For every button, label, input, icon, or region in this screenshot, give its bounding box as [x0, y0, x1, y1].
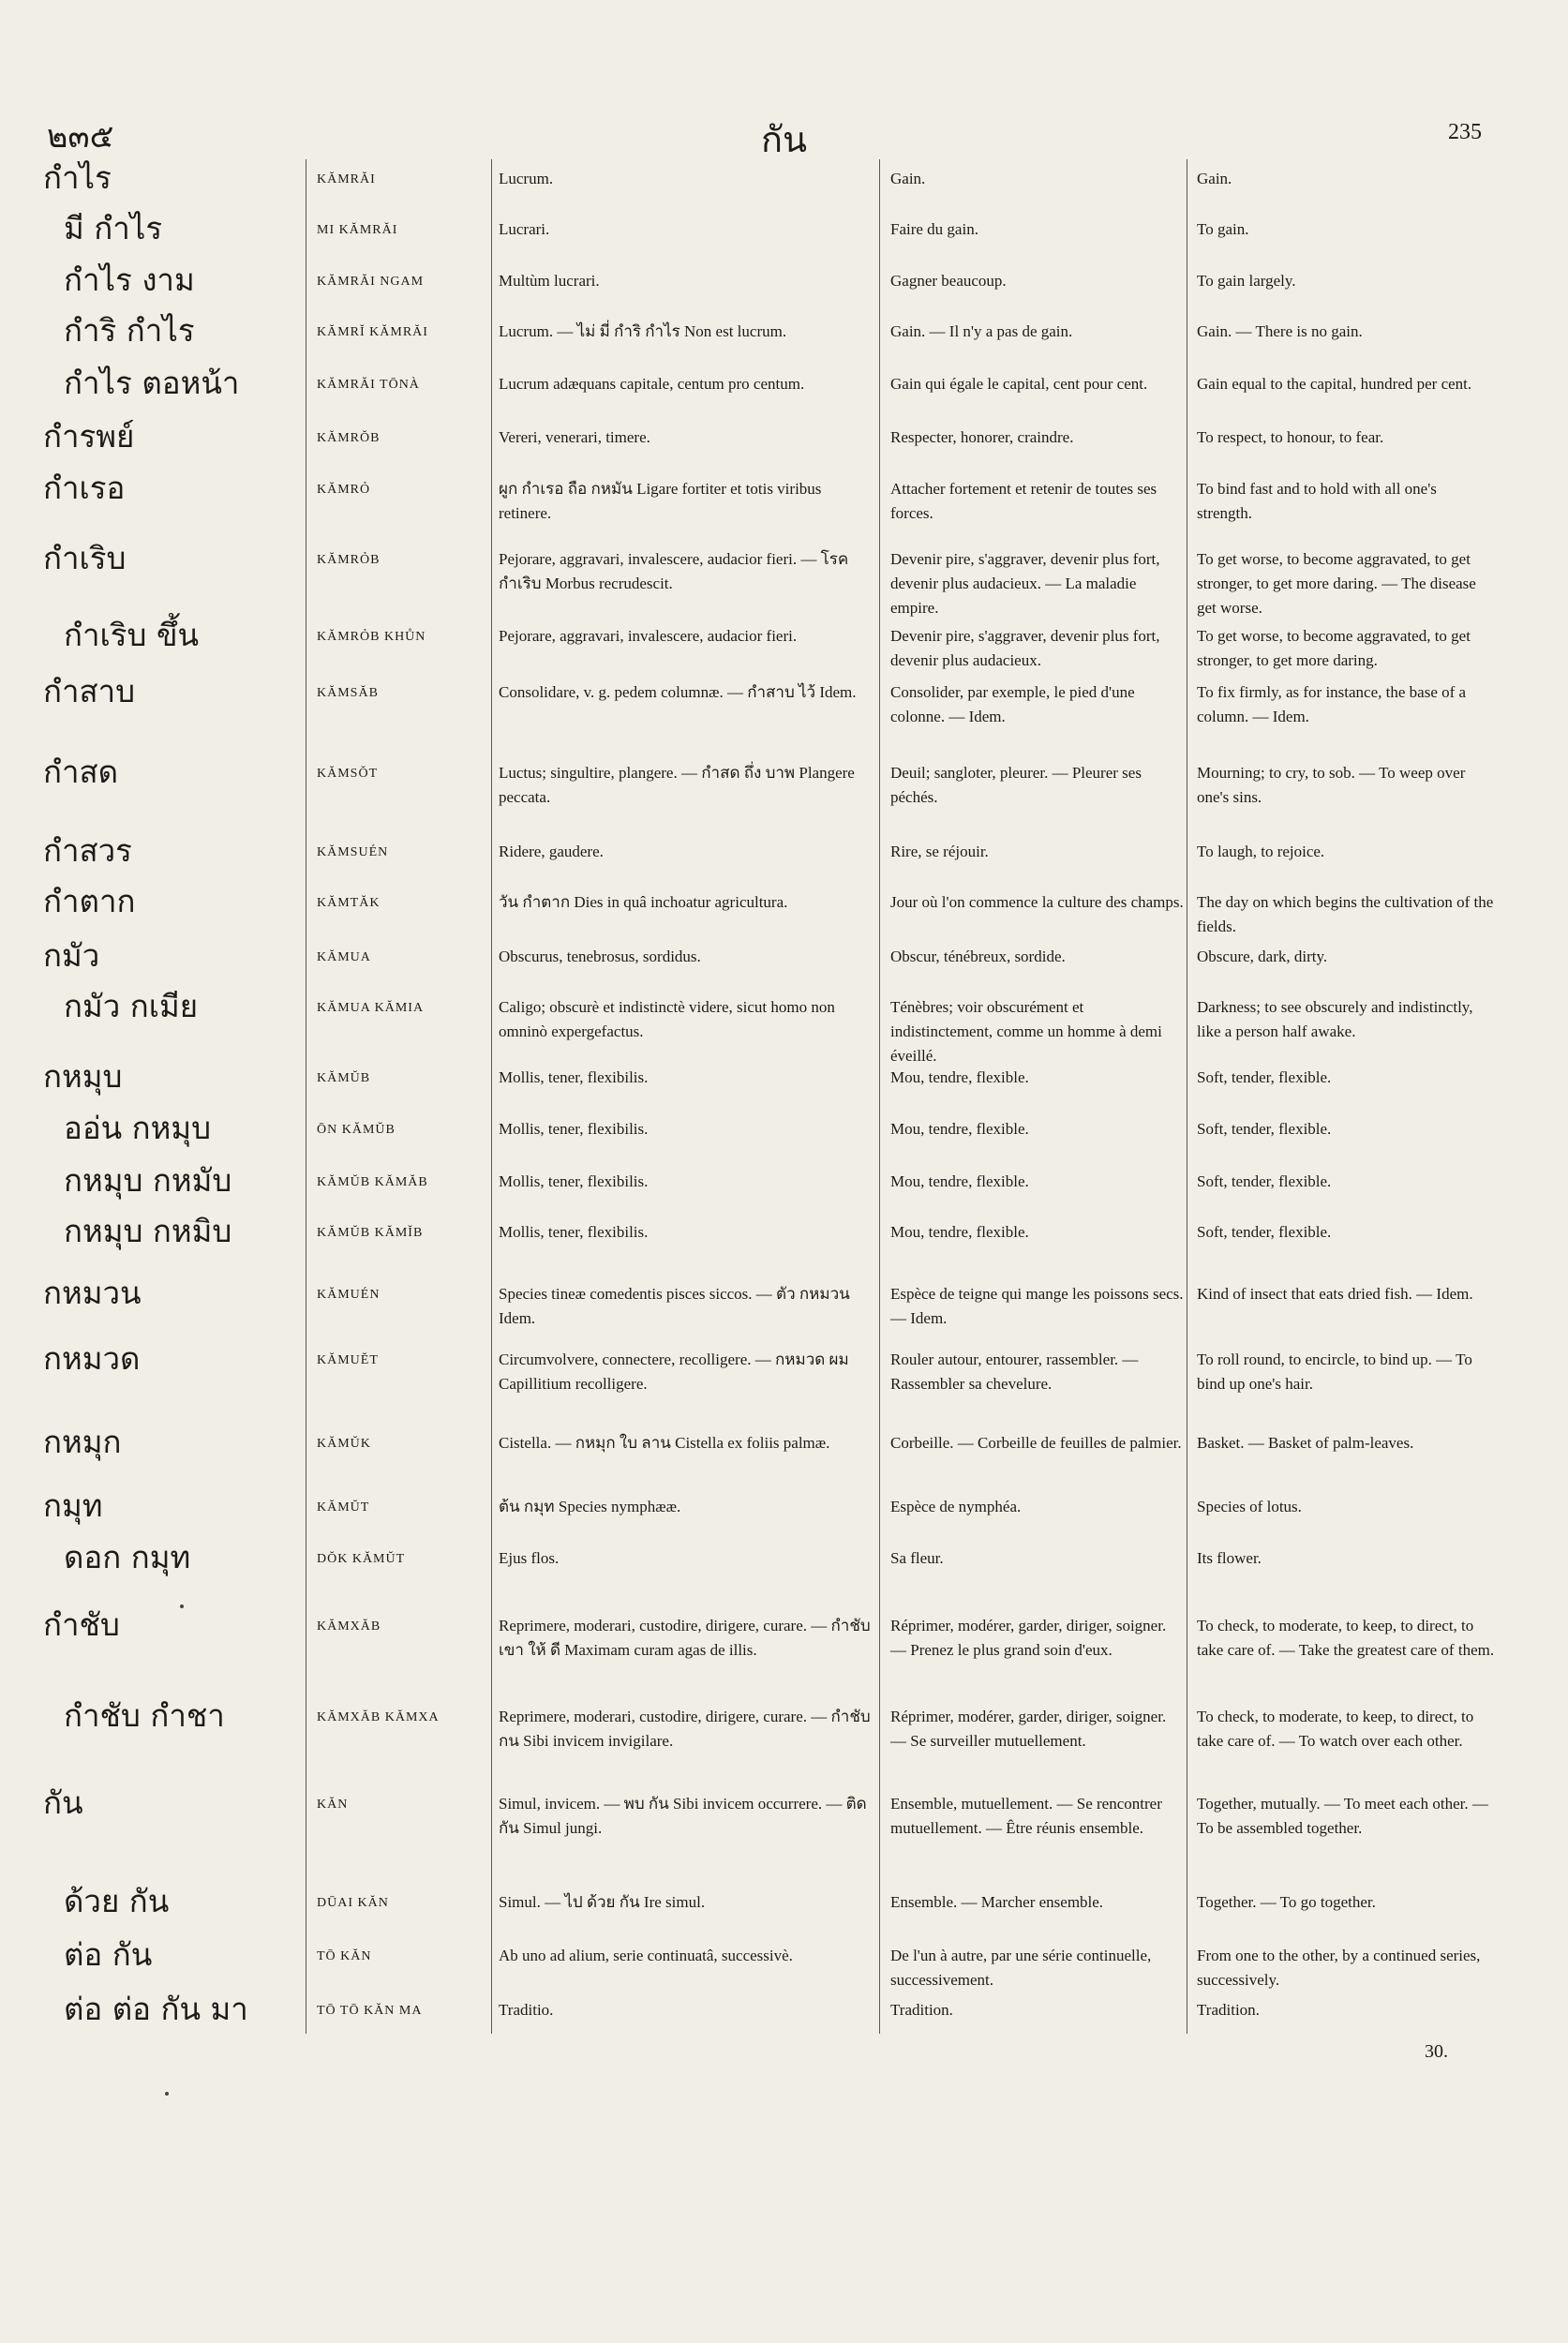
english-definition: Gain equal to the capital, hundred per cent. [1197, 375, 1472, 393]
french-definition: Rire, se réjouir. [890, 843, 989, 860]
english-definition: To gain. [1197, 220, 1249, 238]
english-definition: Species of lotus. [1197, 1498, 1302, 1515]
french-definition: Mou, tendre, flexible. [890, 1068, 1029, 1086]
french-definition: Ensemble, mutuellement. — Se rencontrer mutuellement. — Être réunis ensemble. [890, 1795, 1162, 1837]
latin-definition: Reprimere, moderari, custodire, dirigere, curare. — กำชับ กน Sibi invicem invigilare. [499, 1708, 871, 1750]
thai-headword: กหมุบ กหมับ [64, 1162, 232, 1199]
english-definition: Kind of insect that eats dried fish. — Idem. [1197, 1285, 1473, 1303]
romanization: KĂMŬB KĂMĬB [317, 1226, 424, 1240]
thai-headword: กำชับ [43, 1606, 120, 1643]
latin-definition: Lucrum. [499, 170, 554, 187]
column-divider [491, 159, 492, 2034]
latin-definition: Lucrum adæquans capitale, centum pro centum. [499, 375, 805, 393]
romanization: DŪAI KĂN [317, 1896, 389, 1910]
romanization: KĂMSUÉN [317, 845, 389, 859]
romanization: KĂMSŎT [317, 767, 379, 781]
romanization: KĂMRŎB [317, 431, 381, 445]
latin-definition: Caligo; obscurè et indistinctè videre, sicut homo non omninò expergefactus. [499, 998, 835, 1040]
english-definition: Together. — To go together. [1197, 1893, 1376, 1911]
romanization: KĂMXĂB KĂMXA [317, 1710, 440, 1724]
thai-headword: กำชับ กำชา [64, 1697, 225, 1734]
french-definition: Gain. [890, 170, 926, 187]
english-definition: Together, mutually. — To meet each other. — To be assembled together. [1197, 1795, 1488, 1837]
romanization: KĂMRỎ [317, 483, 371, 497]
thai-headword: กำไร [43, 159, 112, 196]
thai-headword: ด้วย กัน [64, 1883, 170, 1919]
french-definition: Réprimer, modérer, garder, diriger, soigner. — Se surveiller mutuellement. [890, 1708, 1167, 1750]
latin-definition: Luctus; singultire, plangere. — กำสด ถึ่ง บาพ Plangere peccata. [499, 764, 855, 806]
english-definition: Its flower. [1197, 1549, 1262, 1567]
english-definition: To gain largely. [1197, 272, 1296, 290]
thai-headword: กำเริบ [43, 540, 127, 576]
french-definition: Sa fleur. [890, 1549, 944, 1567]
latin-definition: Pejorare, aggravari, invalescere, audacior fieri. [499, 627, 798, 645]
thai-headword: มี กำไร [64, 210, 163, 246]
thai-headword: กำไร งาม [64, 261, 195, 298]
thai-headword: กำเรอ [43, 470, 126, 506]
english-definition: Darkness; to see obscurely and indistinctly, like a person half awake. [1197, 998, 1473, 1040]
thai-headword: ต่อ ต่อ กัน มา [64, 1991, 248, 2027]
thai-headword: กัน [43, 1784, 83, 1821]
romanization: TŌ KĂN [317, 1949, 372, 1963]
latin-definition: Mollis, tener, flexibilis. [499, 1223, 649, 1241]
latin-definition: Mollis, tener, flexibilis. [499, 1120, 649, 1138]
french-definition: Réprimer, modérer, garder, diriger, soigner. — Prenez le plus grand soin d'eux. [890, 1617, 1167, 1659]
french-definition: Ténèbres; voir obscurément et indistinctement, comme un homme à demi éveillé. [890, 998, 1162, 1065]
romanization: MI KĂMRĂI [317, 223, 398, 237]
latin-definition: ต้น กมุท Species nymphææ. [499, 1498, 681, 1515]
latin-definition: Simul. — ไป ด้วย กัน Ire simul. [499, 1893, 706, 1911]
thai-headword: กหมุบ [43, 1058, 123, 1095]
french-definition: Obscur, ténébreux, sordide. [890, 948, 1066, 965]
latin-definition: Pejorare, aggravari, invalescere, audacior fieri. — โรค กำเริบ Morbus recrudescit. [499, 550, 849, 592]
english-definition: To get worse, to become aggravated, to get stronger, to get more daring. [1197, 627, 1471, 669]
thai-headword: กมุท [43, 1487, 103, 1524]
french-definition: Deuil; sangloter, pleurer. — Pleurer ses péchés. [890, 764, 1142, 806]
latin-definition: Species tineæ comedentis pisces siccos. — ตัว กหมวน Idem. [499, 1285, 850, 1327]
french-definition: De l'un à autre, par une série continuelle, successivement. [890, 1947, 1152, 1989]
thai-headword: กหมวน [43, 1275, 142, 1311]
romanization: TŌ TŌ KĂN MA [317, 2004, 423, 2018]
romanization: KĂMUÉN [317, 1288, 381, 1302]
thai-headword: กำสวร [43, 832, 132, 869]
latin-definition: Lucrum. — ไม่ มี่ กำริ กำไร Non est lucrum. [499, 322, 787, 340]
signature-mark: 30. [1425, 2041, 1448, 2062]
latin-definition: Obscurus, tenebrosus, sordidus. [499, 948, 701, 965]
latin-definition: ผูก กำเรอ ถือ กหมัน Ligare fortiter et totis viribus retinere. [499, 480, 822, 522]
romanization: KĂMRỎB [317, 553, 381, 567]
english-definition: Gain. — There is no gain. [1197, 322, 1363, 340]
english-definition: Soft, tender, flexible. [1197, 1223, 1332, 1241]
thai-headword: กมัว กเมีย [64, 988, 199, 1024]
latin-definition: Simul, invicem. — พบ กัน Sibi invicem occurrere. — ติด กัน Simul jungi. [499, 1795, 867, 1837]
french-definition: Mou, tendre, flexible. [890, 1223, 1029, 1241]
english-definition: Tradition. [1197, 2001, 1260, 2019]
thai-headword: กำตาก [43, 883, 136, 919]
french-definition: Ensemble. — Marcher ensemble. [890, 1893, 1104, 1911]
romanization: KĂMŬB KĂMĂB [317, 1175, 428, 1189]
thai-headword: กหมุก [43, 1424, 122, 1460]
romanization: KĂMUA [317, 950, 371, 964]
romanization: KĂMRỎB KHŮN [317, 630, 426, 644]
ink-speck [180, 1604, 184, 1608]
thai-headword: กำเริบ ขึ้น [64, 617, 200, 653]
romanization: KĂMSĂB [317, 686, 379, 700]
english-definition: Obscure, dark, dirty. [1197, 948, 1328, 965]
column-divider [879, 159, 880, 2034]
french-definition: Devenir pire, s'aggraver, devenir plus fort, devenir plus audacieux. — La maladie empire. [890, 550, 1160, 617]
thai-headword: ต่อ กัน [64, 1936, 153, 1973]
latin-definition: Ab uno ad alium, serie continuatâ, successivè. [499, 1947, 793, 1964]
french-definition: Gain qui égale le capital, cent pour cent. [890, 375, 1148, 393]
latin-definition: Lucrari. [499, 220, 550, 238]
romanization: KĂMUĔT [317, 1353, 379, 1367]
thai-headword: กำสาบ [43, 673, 136, 709]
french-definition: Consolider, par exemple, le pied d'une colonne. — Idem. [890, 683, 1135, 725]
english-definition: To fix firmly, as for instance, the base of a column. — Idem. [1197, 683, 1467, 725]
romanization: KĂMŬB [317, 1071, 371, 1085]
english-definition: To roll round, to encircle, to bind up. — To bind up one's hair. [1197, 1351, 1472, 1393]
french-definition: Gagner beaucoup. [890, 272, 1007, 290]
romanization: KĂMRĂI [317, 172, 376, 187]
english-definition: To bind fast and to hold with all one's strength. [1197, 480, 1437, 522]
french-definition: Jour où l'on commence la culture des champs. [890, 893, 1184, 911]
romanization: KĂMXĂB [317, 1619, 381, 1634]
english-definition: To check, to moderate, to keep, to direct, to take care of. — To watch over each other. [1197, 1708, 1474, 1750]
english-definition: To check, to moderate, to keep, to direct, to take care of. — Take the greatest care of them. [1197, 1617, 1495, 1659]
thai-headword: กำไร ตอหน้า [64, 365, 240, 401]
romanization: KĂMRĬ KĂMRĂI [317, 325, 428, 339]
latin-definition: Traditio. [499, 2001, 554, 2019]
french-definition: Gain. — Il n'y a pas de gain. [890, 322, 1073, 340]
english-definition: To respect, to honour, to fear. [1197, 428, 1384, 446]
latin-definition: Multùm lucrari. [499, 272, 600, 290]
english-definition: Mourning; to cry, to sob. — To weep over one's sins. [1197, 764, 1466, 806]
english-definition: From one to the other, by a continued series, successively. [1197, 1947, 1481, 1989]
english-definition: To laugh, to rejoice. [1197, 843, 1325, 860]
romanization: KĂN [317, 1798, 349, 1812]
thai-headword: กมัว [43, 937, 100, 974]
french-definition: Respecter, honorer, craindre. [890, 428, 1074, 446]
thai-headword: กหมวด [43, 1340, 141, 1377]
thai-page-number: ๒๓๕ [47, 118, 114, 156]
english-definition: Basket. — Basket of palm-leaves. [1197, 1434, 1414, 1452]
latin-definition: Mollis, tener, flexibilis. [499, 1068, 649, 1086]
romanization: KĂMTĂK [317, 896, 381, 910]
french-definition: Espèce de teigne qui mange les poissons secs. — Idem. [890, 1285, 1184, 1327]
french-definition: Mou, tendre, flexible. [890, 1172, 1029, 1190]
french-definition: Rouler autour, entourer, rassembler. — Rassembler sa chevelure. [890, 1351, 1139, 1393]
romanization: DŎK KĂMŬT [317, 1552, 406, 1566]
latin-definition: Circumvolvere, connectere, recolligere. — กหมวด ผม Capillitium recolligere. [499, 1351, 849, 1393]
thai-headword: ออ่น กหมุบ [64, 1110, 212, 1146]
english-definition: Soft, tender, flexible. [1197, 1120, 1332, 1138]
page-number: 235 [1448, 120, 1482, 144]
romanization: ŌN KĂMŬB [317, 1123, 396, 1137]
page-title: กัน [761, 119, 807, 160]
romanization: KĂMUA KĂMIA [317, 1001, 425, 1015]
latin-definition: Consolidare, v. g. pedem columnæ. — กำสาบ ไว้ Idem. [499, 683, 857, 701]
french-definition: Mou, tendre, flexible. [890, 1120, 1029, 1138]
romanization: KĂMRĂI NGAM [317, 275, 425, 289]
thai-headword: กำริ กำไร [64, 312, 195, 349]
romanization: KĂMŬT [317, 1500, 370, 1515]
latin-definition: Vereri, venerari, timere. [499, 428, 650, 446]
thai-headword: กำรพย์ [43, 418, 135, 455]
thai-headword: กำสด [43, 754, 119, 790]
thai-headword: ดอก กมุท [64, 1539, 191, 1575]
french-definition: Corbeille. — Corbeille de feuilles de palmier. [890, 1434, 1182, 1452]
latin-definition: Reprimere, moderari, custodire, dirigere, curare. — กำชับ เขา ให้ ดี Maximam curam agas de illis. [499, 1617, 871, 1659]
latin-definition: Ejus flos. [499, 1549, 560, 1567]
ink-speck [165, 2092, 169, 2096]
latin-definition: วัน กำตาก Dies in quâ inchoatur agricultura. [499, 893, 788, 911]
romanization: KĂMRĂI TŌNÀ [317, 378, 420, 392]
romanization: KĂMŬK [317, 1437, 371, 1451]
french-definition: Attacher fortement et retenir de toutes ses forces. [890, 480, 1157, 522]
english-definition: Gain. [1197, 170, 1232, 187]
latin-definition: Mollis, tener, flexibilis. [499, 1172, 649, 1190]
french-definition: Devenir pire, s'aggraver, devenir plus fort, devenir plus audacieux. [890, 627, 1160, 669]
french-definition: Faire du gain. [890, 220, 978, 238]
french-definition: Tradition. [890, 2001, 953, 2019]
latin-definition: Ridere, gaudere. [499, 843, 604, 860]
english-definition: Soft, tender, flexible. [1197, 1068, 1332, 1086]
english-definition: To get worse, to become aggravated, to get stronger, to get more daring. — The disease get worse. [1197, 550, 1476, 617]
thai-headword: กหมุบ กหมิบ [64, 1213, 232, 1249]
english-definition: The day on which begins the cultivation of the fields. [1197, 893, 1494, 935]
french-definition: Espèce de nymphéa. [890, 1498, 1022, 1515]
english-definition: Soft, tender, flexible. [1197, 1172, 1332, 1190]
latin-definition: Cistella. — กหมุก ใบ ลาน Cistella ex foliis palmæ. [499, 1434, 830, 1452]
